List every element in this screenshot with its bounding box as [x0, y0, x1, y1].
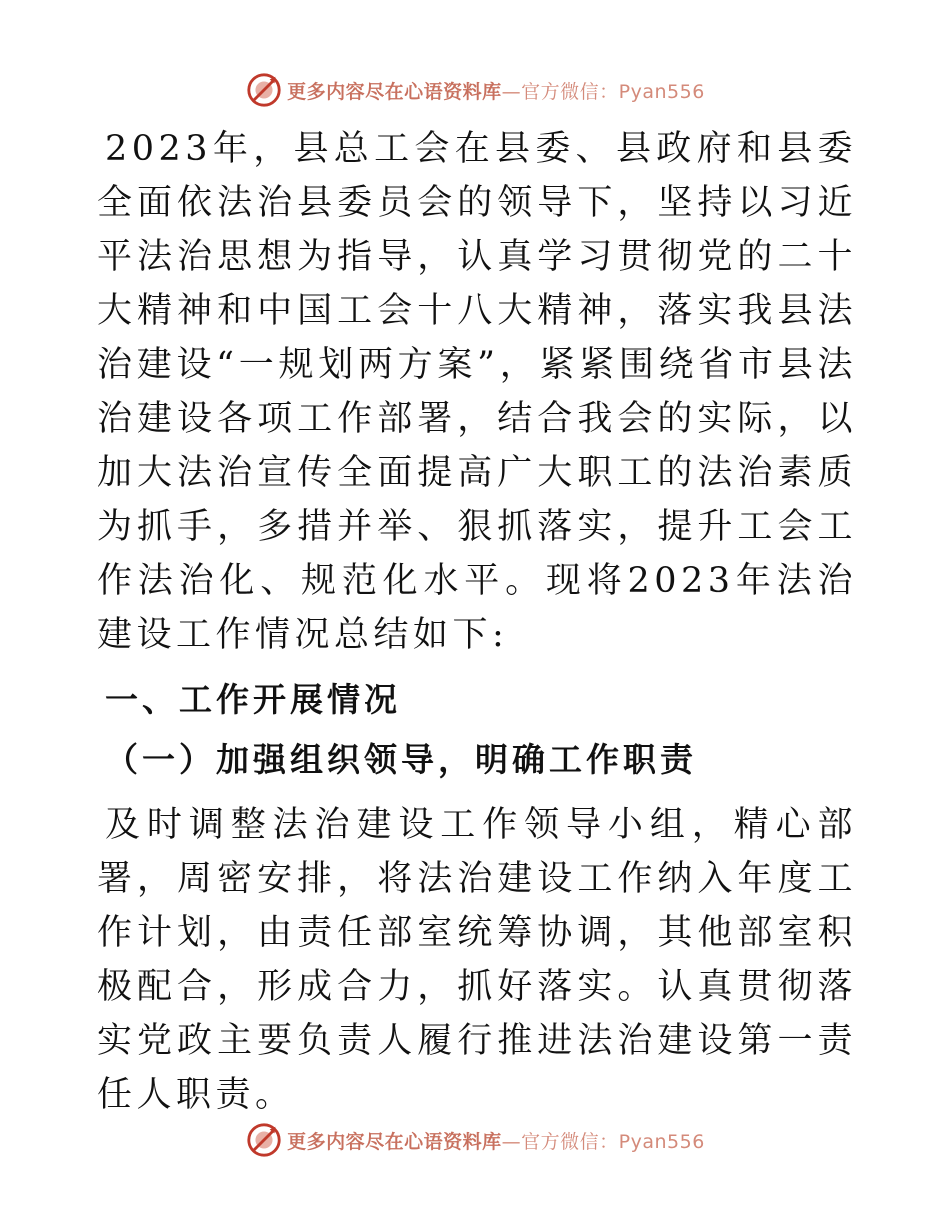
- watermark-lead: 更多内容尽在心语资料库: [287, 1130, 502, 1153]
- watermark-lead: 更多内容尽在心语资料库: [287, 80, 502, 103]
- logo-icon: [245, 71, 283, 109]
- footer-watermark: [0, 1120, 950, 1160]
- header-watermark: [0, 70, 950, 110]
- watermark-tail: —官方微信：Pyan556: [501, 1130, 705, 1153]
- watermark-text: [287, 77, 705, 104]
- body-paragraph: 及时调整法治建设工作领导小组，精心部署，周密安排，将法治建设工作纳入年度工作计划，由责任部室统筹协调，其他部室积极配合，形成合力，抓好落实。认真贯彻落实党政主要负责人履行推进法治建设第一责任人职责。: [97, 805, 857, 1115]
- watermark-tail: —官方微信：Pyan556: [501, 80, 705, 103]
- document-body: [97, 122, 857, 1122]
- section-heading: 一、工作开展情况: [105, 680, 401, 719]
- subsection-heading: （一）加强组织领导，明确工作职责: [105, 740, 697, 779]
- intro-paragraph: 2023年，县总工会在县委、县政府和县委全面依法治县委员会的领导下，坚持以习近平法治思想为指导，认真学习贯彻党的二十大精神和中国工会十八大精神，落实我县法治建设“一规划两方案”，紧紧围绕省市县法治建设各项工作部署，结合我会的实际，以加大法治宣传全面提高广大职工的法治素质为抓手，多措并举、狠抓落实，提升工会工作法治化、规范化水平。现将2023年法治建设工作情况总结如下:: [97, 129, 857, 655]
- logo-icon: [245, 1121, 283, 1159]
- watermark-text: [287, 1127, 705, 1154]
